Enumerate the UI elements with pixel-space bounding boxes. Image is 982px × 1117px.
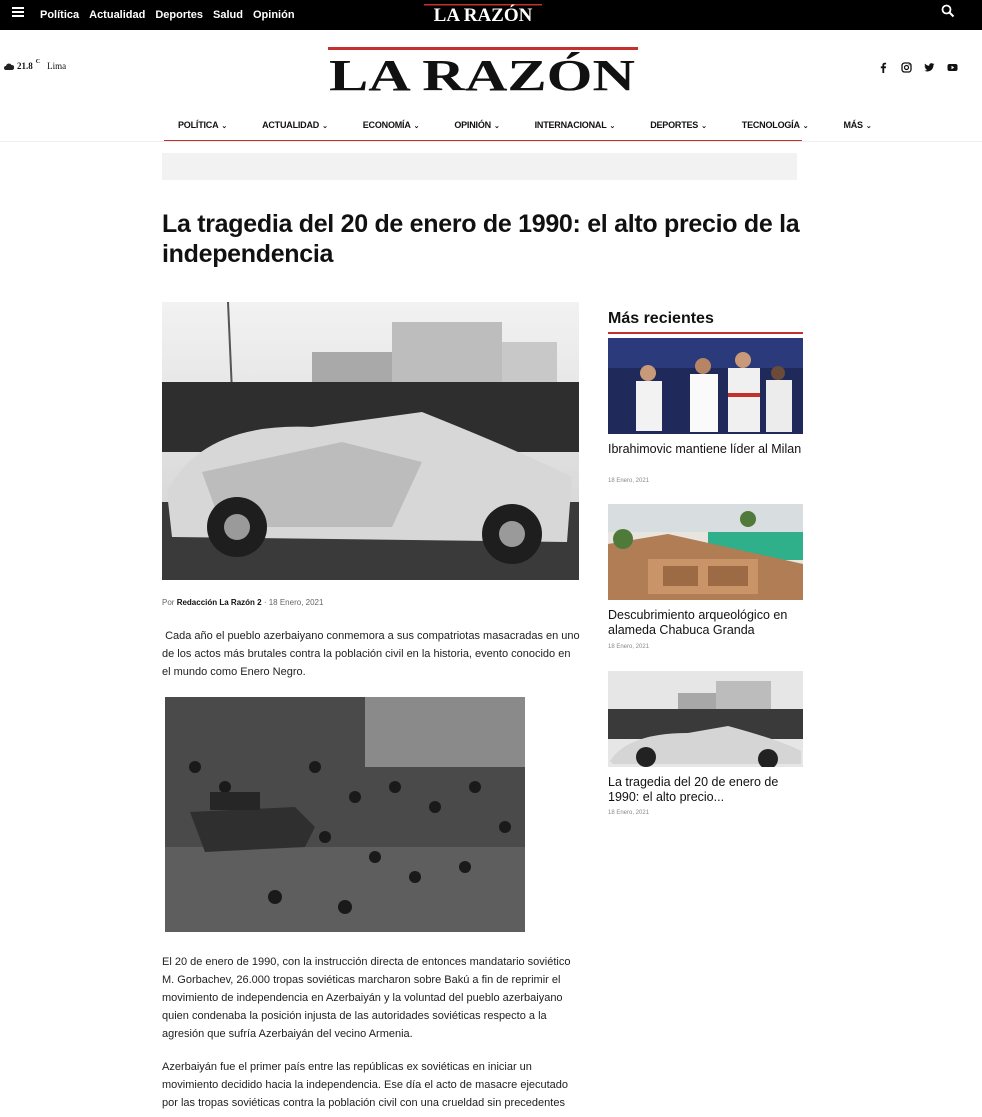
chevron-down-icon: ⌄ bbox=[865, 123, 872, 130]
weather-unit: C bbox=[35, 59, 41, 65]
top-nav bbox=[40, 0, 295, 30]
nav-label: TECNOLOGÍA bbox=[741, 120, 800, 130]
chevron-down-icon: ⌄ bbox=[609, 123, 616, 130]
article-paragraph: El 20 de enero de 1990, con la instrucción directa de entonces mandatario soviético M. Gorbachev, 26.000 tropas soviéticas marcharon sobre Bakú a fin de reprimir el movimiento de independencia en Azerbaiyán y la voluntad del pueblo azerbaiyano quien condenaba la posición injusta de las autoridades soviéticas respecto a la agresión que sufría Azerbaiyán del vecino Armenia. bbox=[162, 956, 571, 1040]
chevron-down-icon: ⌄ bbox=[322, 123, 328, 130]
twitter-icon[interactable] bbox=[924, 62, 935, 73]
top-bar bbox=[0, 0, 982, 30]
recent-post-title[interactable]: La tragedia del 20 de enero de 1990: el alto precio... bbox=[608, 775, 779, 804]
top-link-deportes[interactable]: Deportes bbox=[155, 9, 204, 21]
nav-item-politica[interactable] bbox=[178, 120, 227, 130]
nav-item-economia[interactable] bbox=[363, 120, 420, 130]
nav-item-opinion[interactable] bbox=[454, 120, 499, 130]
cloud-icon bbox=[4, 63, 14, 70]
article-title: La tragedia del 20 de enero de 1990: el alto precio de la independencia bbox=[162, 210, 800, 268]
recent-post-thumbnail[interactable] bbox=[608, 671, 803, 767]
ad-banner[interactable] bbox=[162, 153, 797, 180]
nav-label: MÁS bbox=[843, 120, 863, 130]
nav-label: ECONOMÍA bbox=[362, 120, 411, 130]
social-links bbox=[878, 62, 958, 73]
article-date: 18 Enero, 2021 bbox=[268, 598, 324, 607]
sidebar-title: Más recientes bbox=[608, 310, 714, 327]
recent-post-date: 18 Enero, 2021 bbox=[608, 810, 650, 816]
nav-label: INTERNACIONAL bbox=[534, 120, 607, 130]
search-icon[interactable] bbox=[941, 4, 955, 18]
main-nav bbox=[164, 110, 872, 142]
weather-temp: 21.8 bbox=[17, 61, 33, 71]
chevron-down-icon: ⌄ bbox=[221, 123, 228, 130]
nav-label: ACTUALIDAD bbox=[262, 120, 320, 130]
nav-item-actualidad[interactable] bbox=[262, 120, 328, 130]
recent-post-date: 18 Enero, 2021 bbox=[608, 478, 650, 484]
chevron-down-icon: ⌄ bbox=[701, 123, 707, 130]
facebook-icon[interactable] bbox=[878, 62, 889, 73]
nav-label: POLÍTICA bbox=[178, 120, 219, 130]
nav-label: DEPORTES bbox=[650, 120, 699, 130]
top-link-opinion[interactable]: Opinión bbox=[253, 9, 295, 21]
top-link-salud[interactable]: Salud bbox=[213, 9, 243, 21]
top-link-politica[interactable]: Política bbox=[40, 9, 80, 21]
header-divider bbox=[0, 141, 982, 142]
recent-post-title[interactable]: Descubrimiento arqueológico en alameda Chabuca Granda bbox=[608, 608, 788, 637]
hamburger-menu-icon[interactable] bbox=[12, 7, 24, 17]
instagram-icon[interactable] bbox=[901, 62, 912, 73]
weather-city: Lima bbox=[47, 61, 67, 71]
chevron-down-icon: ⌄ bbox=[493, 123, 500, 130]
recent-post-date: 18 Enero, 2021 bbox=[608, 644, 650, 650]
recent-post-title[interactable]: Ibrahimovic mantiene líder al Milan bbox=[608, 442, 802, 456]
author-link[interactable]: Redacción La Razón 2 bbox=[176, 598, 262, 607]
weather-widget bbox=[4, 61, 66, 71]
nav-item-deportes[interactable] bbox=[650, 120, 707, 130]
article-paragraph: Azerbaiyán fue el primer país entre las repúblicas ex soviéticas en iniciar un movimiento decidido hacia la independencia. Ese día el acto de masacre ejecutado por las tropas soviéticas contra la población civil con una crueldad sin precedentes bbox=[162, 1061, 569, 1109]
nav-item-mas[interactable] bbox=[843, 120, 871, 130]
article-image-crowd bbox=[165, 697, 525, 932]
recent-post-thumbnail[interactable] bbox=[608, 338, 803, 434]
nav-label: OPINIÓN bbox=[454, 120, 491, 130]
article-paragraph: Cada año el pueblo azerbaiyano conmemora a sus compatriotas masacradas en uno de los actos más brutales contra la población civil en la historia, evento conocido en el mundo como Enero Negro. bbox=[162, 630, 583, 678]
main-logo-text: LA RAZÓN bbox=[329, 51, 636, 96]
sidebar-divider bbox=[608, 332, 803, 334]
top-link-actualidad[interactable]: Actualidad bbox=[89, 9, 146, 21]
top-logo[interactable] bbox=[422, 2, 544, 24]
top-logo-text: LA RAZÓN bbox=[433, 5, 533, 24]
nav-item-tecnologia[interactable] bbox=[742, 120, 809, 130]
youtube-icon[interactable] bbox=[947, 62, 958, 73]
byline: Por Redacción La Razón 2 · 18 Enero, 2021 bbox=[162, 598, 324, 607]
nav-item-internacional[interactable] bbox=[535, 120, 616, 130]
main-logo[interactable] bbox=[326, 46, 639, 96]
hero-image bbox=[162, 302, 579, 580]
recent-post-thumbnail[interactable] bbox=[608, 504, 803, 600]
chevron-down-icon: ⌄ bbox=[802, 123, 809, 130]
byline-prefix: Por bbox=[162, 598, 175, 607]
chevron-down-icon: ⌄ bbox=[413, 123, 420, 130]
